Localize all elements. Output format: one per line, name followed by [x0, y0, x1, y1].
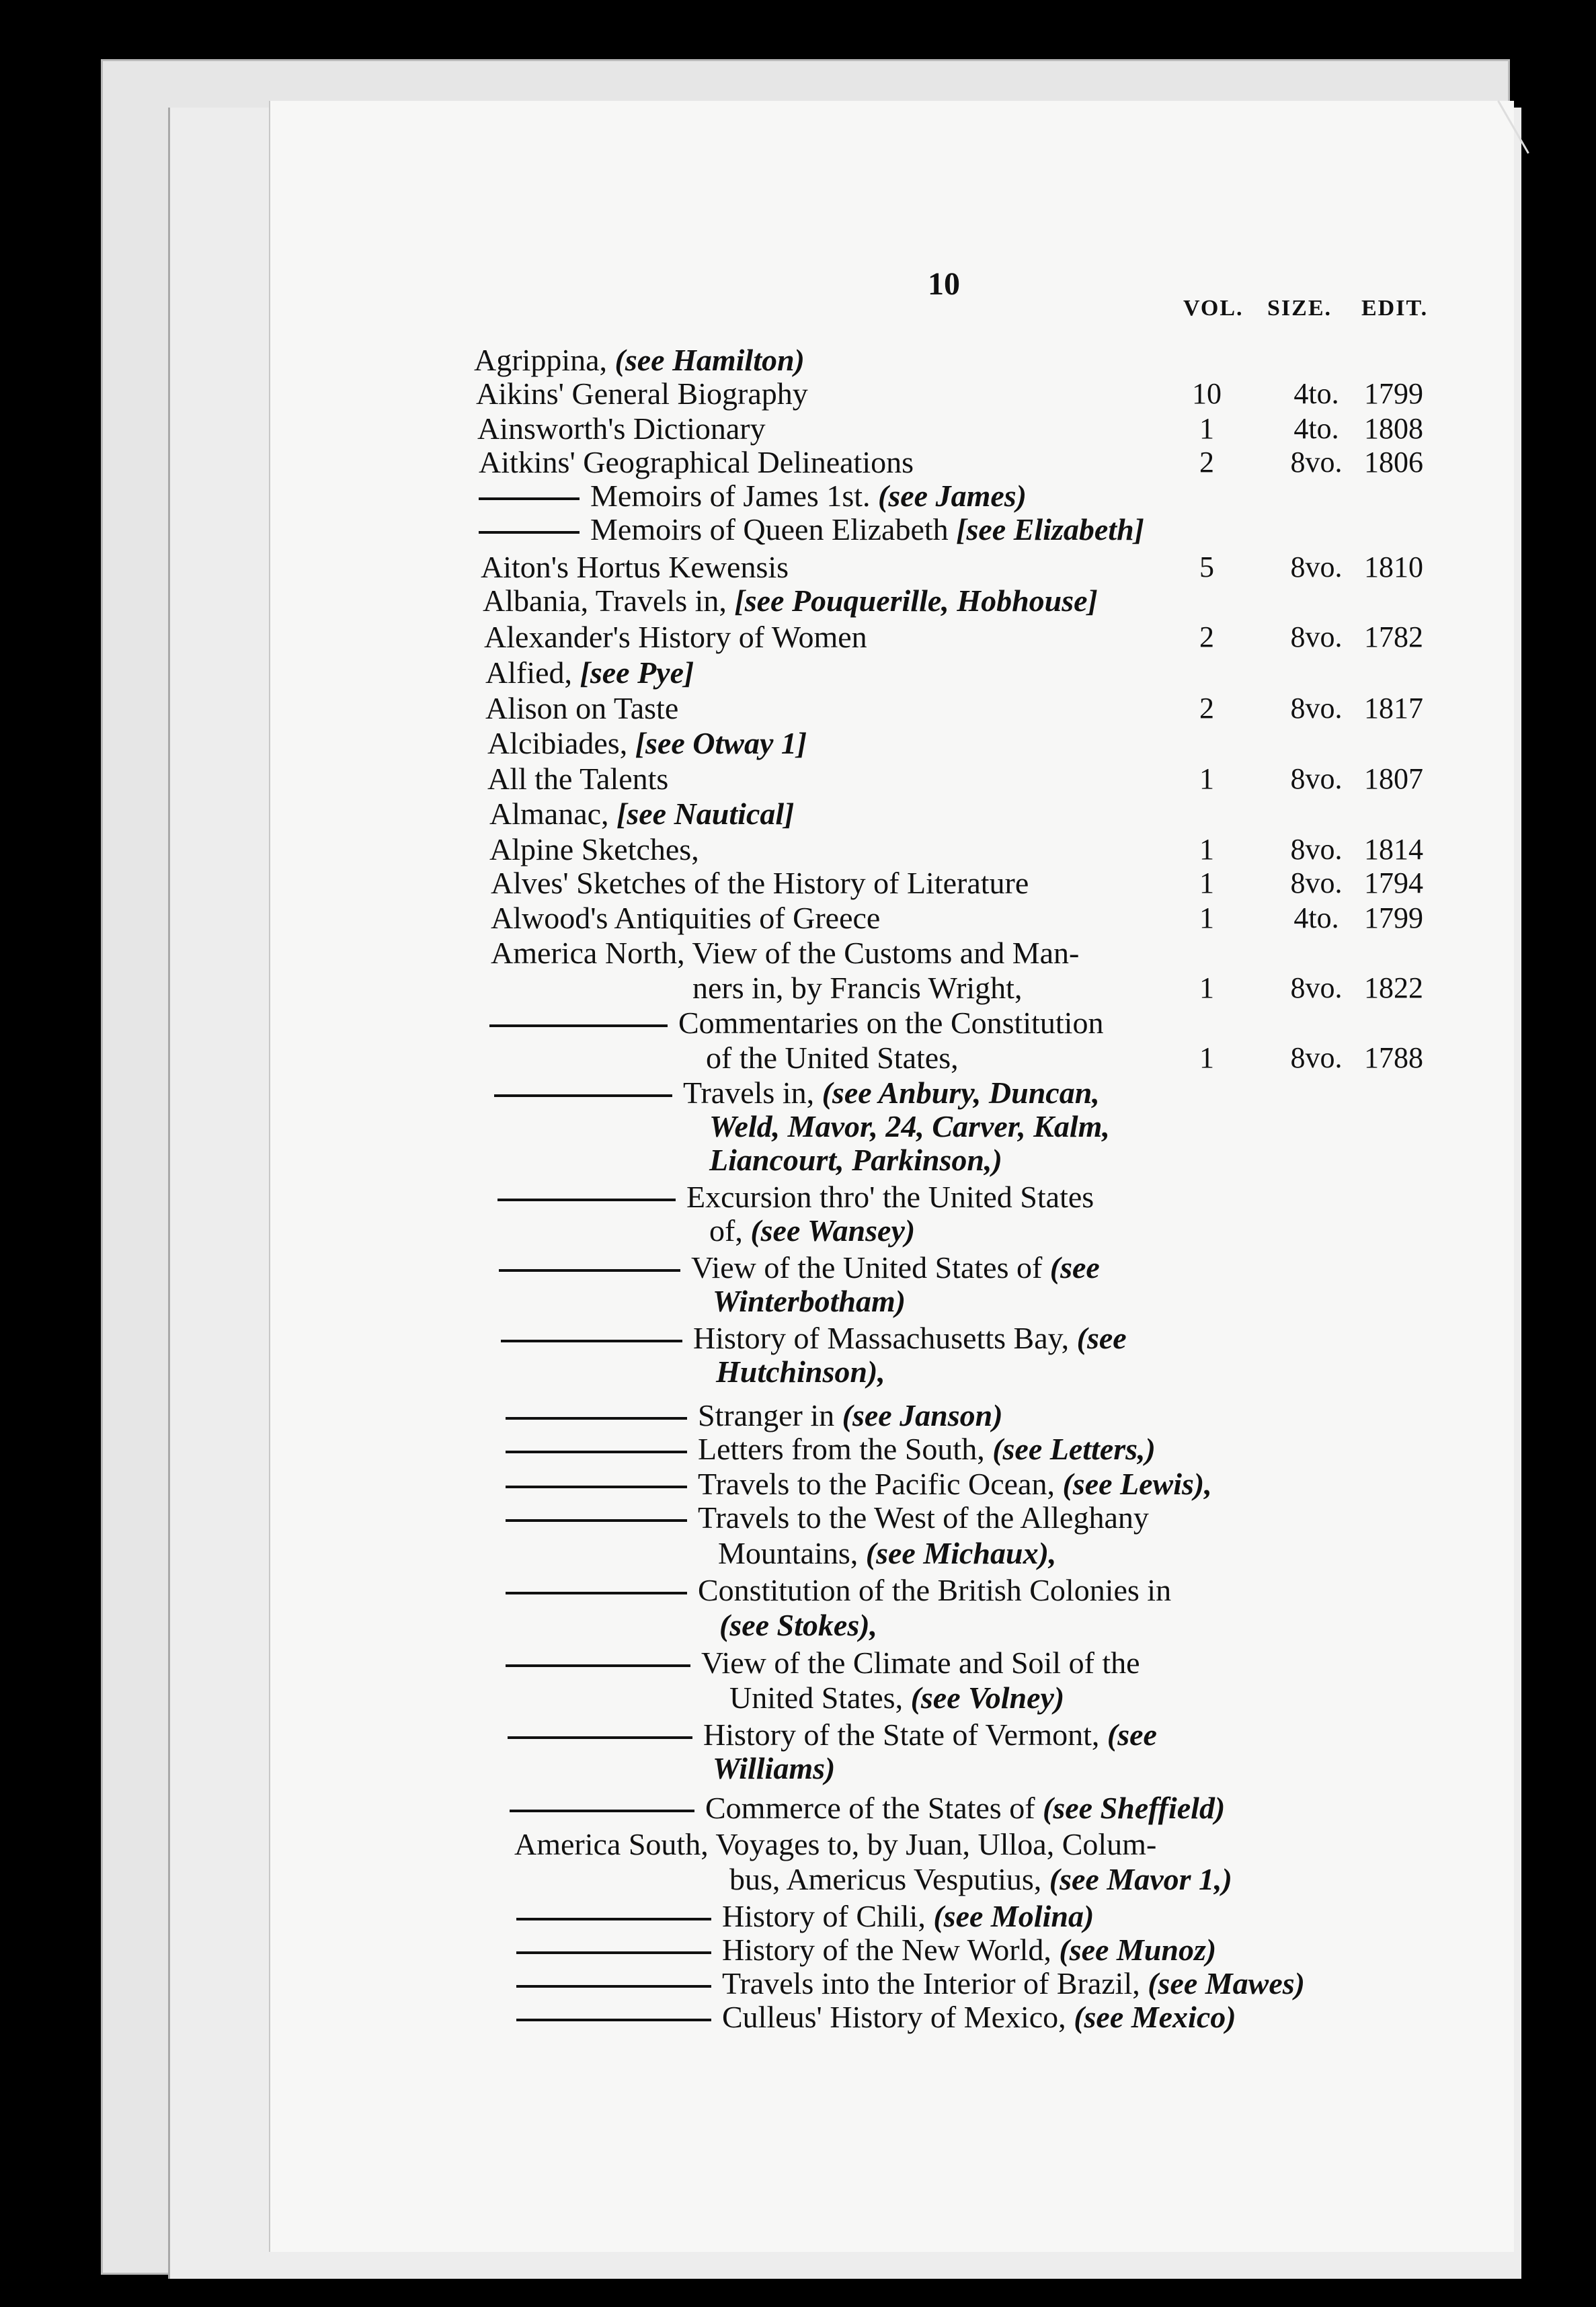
index-entry: [494, 1076, 1100, 1110]
index-entry: [729, 1862, 1232, 1897]
see-reference: (see Anbury, Duncan,: [822, 1076, 1100, 1110]
entry-title: Commerce of the States of: [705, 1791, 1035, 1825]
see-reference: Liancourt, Parkinson,): [709, 1143, 1002, 1177]
entry-volumes: 1: [1199, 833, 1214, 866]
index-entry: [516, 1899, 1094, 1934]
entry-title: United States,: [729, 1681, 904, 1715]
index-entry: [497, 1180, 1094, 1215]
entry-title: All the Talents: [487, 762, 669, 796]
entry-edition: 1807: [1364, 762, 1423, 795]
see-reference: (see Mavor 1,): [1049, 1862, 1232, 1896]
entry-edition: 1799: [1364, 377, 1423, 410]
entry-title: View of the United States of: [691, 1250, 1043, 1285]
index-entry: [709, 1213, 915, 1248]
entry-title: Alcibiades,: [487, 726, 628, 760]
entry-title: Agrippina,: [474, 343, 608, 377]
entry-volumes: 1: [1199, 971, 1214, 1004]
index-entry: [729, 1681, 1064, 1715]
entry-title: of,: [709, 1213, 743, 1248]
index-entry: [506, 1467, 1212, 1502]
entry-title: Alwood's Antiquities of Greece: [491, 901, 881, 935]
entry-title: Aitkins' Geographical Delineations: [479, 445, 914, 479]
entry-volumes: 2: [1199, 446, 1214, 479]
ditto-rule: [499, 1269, 680, 1272]
entry-title: Alexander's History of Women: [484, 620, 867, 654]
see-reference: [see Pye]: [580, 655, 694, 690]
ditto-rule: [506, 1486, 687, 1488]
index-entry: [709, 1143, 1002, 1178]
entry-title: Aikins' General Biography: [476, 376, 808, 411]
entry-size: 8vo.: [1290, 762, 1343, 795]
see-reference: Williams): [713, 1751, 836, 1785]
index-entry: [719, 1608, 877, 1643]
col-vol-header: VOL.: [1183, 296, 1244, 321]
entry-edition: 1794: [1364, 866, 1423, 899]
index-entry: [481, 550, 789, 585]
index-entry: [487, 726, 807, 761]
ditto-rule: [501, 1340, 682, 1342]
entry-title: Travels to the West of the Alleghany: [698, 1500, 1149, 1535]
index-entry: [709, 1109, 1110, 1144]
index-entry: [706, 1041, 959, 1076]
entry-title: Aiton's Hortus Kewensis: [481, 550, 789, 584]
index-entry: [487, 762, 668, 797]
index-entry: [692, 971, 1022, 1006]
index-entry: [516, 1933, 1216, 1968]
index-entry: [506, 1646, 1140, 1681]
index-entry: [501, 1321, 1127, 1356]
ditto-rule: [497, 1199, 676, 1201]
index-entry: [489, 832, 699, 867]
ditto-rule: [479, 531, 580, 534]
see-reference: (see Sheffield): [1043, 1791, 1226, 1825]
index-entry: [491, 936, 1079, 971]
index-entry: [510, 1791, 1225, 1826]
see-reference: (see Molina): [933, 1899, 1094, 1933]
see-reference: (see: [1076, 1321, 1127, 1355]
index-entry: [718, 1536, 1056, 1571]
ditto-rule: [516, 1985, 711, 1988]
col-edit-header: EDIT.: [1361, 296, 1429, 321]
entry-edition: 1799: [1364, 901, 1423, 934]
entry-size: 8vo.: [1290, 620, 1343, 653]
ditto-rule: [506, 1519, 687, 1522]
see-reference: (see Munoz): [1059, 1933, 1217, 1967]
see-reference: (see Mexico): [1074, 2000, 1236, 2034]
see-reference: (see: [1049, 1250, 1100, 1285]
entry-title: bus, Americus Vesputius,: [729, 1862, 1042, 1896]
index-entry: [479, 512, 1144, 547]
index-entry: [713, 1751, 835, 1786]
entry-edition: 1788: [1364, 1041, 1423, 1074]
entry-title: Ainsworth's Dictionary: [477, 411, 766, 446]
index-entry: [479, 479, 1027, 514]
entry-size: 8vo.: [1290, 551, 1343, 583]
index-entry: [479, 445, 914, 480]
ditto-rule: [506, 1451, 687, 1453]
entry-size: 8vo.: [1290, 446, 1343, 479]
entry-title: America North, View of the Customs and Man-: [491, 936, 1080, 970]
entry-title: History of Massachusetts Bay,: [693, 1321, 1070, 1355]
index-entry: [485, 691, 678, 726]
entry-size: 8vo.: [1290, 692, 1343, 725]
entry-title: View of the Climate and Soil of the: [701, 1646, 1140, 1680]
ditto-rule: [506, 1664, 690, 1667]
entry-title: History of the State of Vermont,: [703, 1717, 1100, 1752]
entry-size: 4to.: [1293, 377, 1339, 410]
entry-size: 4to.: [1293, 901, 1339, 934]
ditto-rule: [479, 497, 580, 500]
index-entry: [485, 655, 694, 690]
entry-volumes: 1: [1199, 412, 1214, 445]
ditto-rule: [506, 1417, 687, 1420]
see-reference: (see: [1107, 1717, 1157, 1752]
entry-size: 8vo.: [1290, 971, 1343, 1004]
entry-title: Mountains,: [718, 1536, 859, 1570]
entry-edition: 1817: [1364, 692, 1423, 725]
see-reference: (see James): [878, 479, 1027, 513]
index-entry: [476, 376, 808, 411]
index-entry: [508, 1717, 1157, 1752]
entry-title: Excursion thro' the United States: [686, 1180, 1094, 1214]
index-entry: [477, 411, 766, 446]
index-entry: [489, 1006, 1103, 1041]
entry-size: 4to.: [1293, 412, 1339, 445]
see-reference: (see Letters,): [992, 1432, 1156, 1466]
index-entry: [484, 620, 867, 655]
ditto-rule: [516, 2019, 711, 2021]
entry-title: Almanac,: [489, 797, 609, 831]
entry-volumes: 2: [1199, 620, 1214, 653]
ditto-rule: [506, 1592, 687, 1594]
entry-volumes: 10: [1192, 377, 1222, 410]
see-reference: [see Elizabeth]: [956, 512, 1144, 547]
index-entry: [474, 343, 805, 378]
index-entry: [506, 1500, 1149, 1535]
entry-edition: 1810: [1364, 551, 1423, 583]
index-entry: [506, 1398, 1003, 1433]
entry-edition: 1806: [1364, 446, 1423, 479]
entry-edition: 1814: [1364, 833, 1423, 866]
see-reference: (see Mawes): [1148, 1966, 1305, 2000]
index-entry: [516, 1966, 1305, 2001]
entry-title: History of Chili,: [722, 1899, 926, 1933]
index-entry: [491, 901, 880, 936]
see-reference: (see Hamilton): [614, 343, 805, 377]
index-entry: [489, 797, 794, 832]
ditto-rule: [508, 1736, 692, 1739]
col-size-header: SIZE.: [1267, 296, 1332, 321]
entry-title: Alpine Sketches,: [489, 832, 699, 866]
entry-title: Alves' Sketches of the History of Literature: [491, 866, 1029, 900]
entry-title: Culleus' History of Mexico,: [722, 2000, 1066, 2034]
entry-title: Memoirs of James 1st.: [590, 479, 871, 513]
ditto-rule: [516, 1951, 711, 1954]
entry-title: Travels in,: [683, 1076, 815, 1110]
entry-volumes: 2: [1199, 692, 1214, 725]
entry-title: Travels to the Pacific Ocean,: [698, 1467, 1055, 1501]
see-reference: [see Pouquerille, Hobhouse]: [734, 583, 1098, 618]
index-entry: [506, 1432, 1156, 1467]
see-reference: (see Lewis),: [1062, 1467, 1212, 1501]
entry-edition: 1782: [1364, 620, 1423, 653]
entry-edition: 1822: [1364, 971, 1423, 1004]
index-entry: [483, 583, 1098, 618]
page-number: 10: [928, 266, 960, 302]
entry-size: 8vo.: [1290, 833, 1343, 866]
entry-title: Commentaries on the Constitution: [678, 1006, 1104, 1040]
entry-title: Letters from the South,: [698, 1432, 985, 1466]
index-entry: [499, 1250, 1100, 1285]
index-entry: [491, 866, 1029, 901]
entry-title: America South, Voyages to, by Juan, Ulloa, Colum-: [514, 1827, 1157, 1861]
see-reference: [see Otway 1]: [635, 726, 807, 760]
see-reference: (see Volney): [910, 1681, 1065, 1715]
see-reference: (see Janson): [842, 1398, 1003, 1432]
ditto-rule: [516, 1918, 711, 1920]
entry-title: Stranger in: [698, 1398, 835, 1432]
entry-title: ners in, by Francis Wright,: [692, 971, 1023, 1005]
entry-title: History of the New World,: [722, 1933, 1051, 1967]
see-reference: Hutchinson),: [716, 1354, 885, 1389]
index-entry: [713, 1284, 906, 1319]
entry-title: Travels into the Interior of Brazil,: [722, 1966, 1140, 2000]
entry-volumes: 1: [1199, 901, 1214, 934]
ditto-rule: [489, 1024, 668, 1027]
entry-title: Constitution of the British Colonies in: [698, 1573, 1172, 1607]
see-reference: (see Michaux),: [865, 1536, 1057, 1570]
index-entry: [514, 1827, 1156, 1862]
entry-title: Memoirs of Queen Elizabeth: [590, 512, 949, 547]
entry-volumes: 5: [1199, 551, 1214, 583]
entry-title: Alison on Taste: [485, 691, 679, 725]
entry-size: 8vo.: [1290, 1041, 1343, 1074]
see-reference: [see Nautical]: [616, 797, 795, 831]
see-reference: Weld, Mavor, 24, Carver, Kalm,: [709, 1109, 1110, 1143]
entry-title: of the United States,: [706, 1041, 959, 1075]
index-entry: [516, 2000, 1236, 2035]
fold-mark: [1497, 100, 1529, 153]
entry-volumes: 1: [1199, 1041, 1214, 1074]
entry-title: Alfied,: [485, 655, 573, 690]
ditto-rule: [510, 1810, 694, 1812]
entry-volumes: 1: [1199, 866, 1214, 899]
see-reference: (see Stokes),: [719, 1608, 878, 1642]
see-reference: (see Wansey): [750, 1213, 916, 1248]
ditto-rule: [494, 1094, 672, 1097]
entry-size: 8vo.: [1290, 866, 1343, 899]
see-reference: Winterbotham): [713, 1284, 906, 1318]
index-entry: [506, 1573, 1171, 1608]
entry-title: Albania, Travels in,: [483, 583, 727, 618]
entry-volumes: 1: [1199, 762, 1214, 795]
index-entry: [716, 1354, 885, 1389]
entry-edition: 1808: [1364, 412, 1423, 445]
